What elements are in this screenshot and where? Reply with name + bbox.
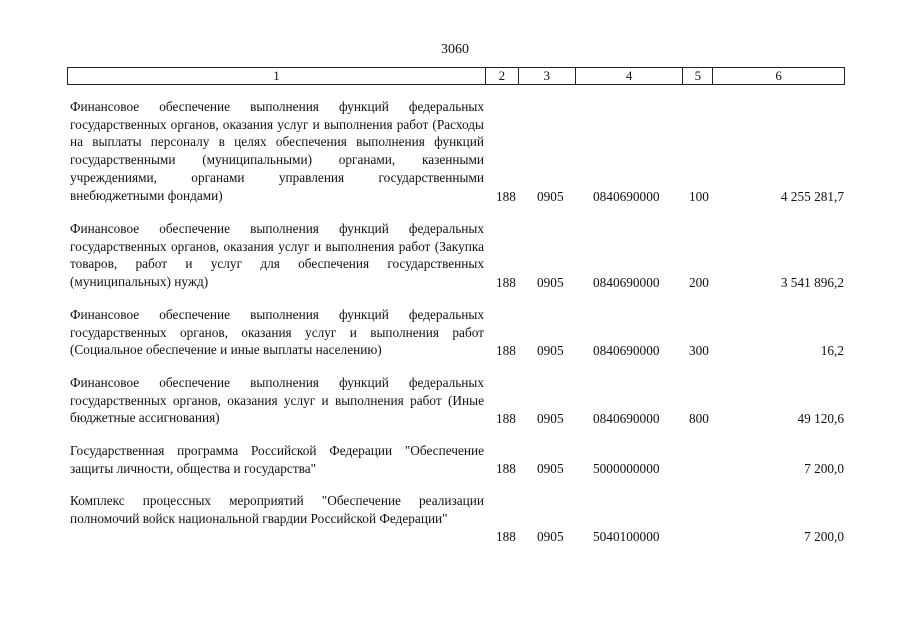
row-sum: 49 120,6	[797, 411, 844, 427]
row-description: Финансовое обеспечение выполнения функций федеральных государственных органов, оказания услуг и выполнения работ (Закупка товаров, работ и услуг для обеспечения государственных (муниципальных) нужд)	[70, 221, 484, 290]
row-gr-code: 188	[496, 461, 516, 477]
header-col-1: 1	[68, 68, 486, 84]
row-cs-code: 0840690000	[593, 411, 660, 427]
table-row	[67, 98, 845, 206]
row-rz-code: 0905	[537, 411, 564, 427]
row-vr-code: 100	[689, 189, 709, 205]
table-header	[67, 67, 845, 85]
table-row	[67, 220, 845, 292]
row-gr-code: 188	[496, 411, 516, 427]
row-gr-code: 188	[496, 275, 516, 291]
row-rz-code: 0905	[537, 529, 564, 545]
row-cs-code: 0840690000	[593, 343, 660, 359]
row-gr-code: 188	[496, 529, 516, 545]
row-description: Комплекс процессных мероприятий "Обеспечение реализации полномочий войск национальной гвардии Российской Федерации"	[70, 493, 484, 526]
row-rz-code: 0905	[537, 343, 564, 359]
row-description: Финансовое обеспечение выполнения функций федеральных государственных органов, оказания услуг и выполнения работ (Иные бюджетные ассигнования)	[70, 375, 484, 426]
row-rz-code: 0905	[537, 461, 564, 477]
row-rz-code: 0905	[537, 275, 564, 291]
row-vr-code: 300	[689, 343, 709, 359]
table-row	[67, 492, 845, 546]
row-cs-code: 5040100000	[593, 529, 660, 545]
row-sum: 7 200,0	[804, 529, 844, 545]
header-col-2: 2	[486, 68, 519, 84]
header-col-4: 4	[576, 68, 684, 84]
row-sum: 3 541 896,2	[780, 275, 844, 291]
row-cs-code: 5000000000	[593, 461, 660, 477]
row-vr-code: 800	[689, 411, 709, 427]
table-row	[67, 374, 845, 428]
header-col-5: 5	[683, 68, 713, 84]
row-sum: 4 255 281,7	[780, 189, 844, 205]
row-gr-code: 188	[496, 189, 516, 205]
row-cs-code: 0840690000	[593, 189, 660, 205]
row-sum: 16,2	[820, 343, 844, 359]
row-description: Финансовое обеспечение выполнения функций федеральных государственных органов, оказания услуг и выполнения работ (Расходы на выплаты персоналу в целях обеспечения выполнения функций государственными (муниципальными) органами, казенными учреждениями, органами управления государственными внебюджетными фондами)	[70, 99, 484, 203]
header-col-6: 6	[775, 68, 782, 83]
header-col-3: 3	[519, 68, 576, 84]
row-description: Государственная программа Российской Федерации "Обеспечение защиты личности, общества и государства"	[70, 443, 484, 476]
row-rz-code: 0905	[537, 189, 564, 205]
row-description: Финансовое обеспечение выполнения функций федеральных государственных органов, оказания услуг и выполнения работ (Социальное обеспечение и иные выплаты населению)	[70, 307, 484, 358]
row-gr-code: 188	[496, 343, 516, 359]
row-sum: 7 200,0	[804, 461, 844, 477]
row-vr-code: 200	[689, 275, 709, 291]
table-row	[67, 442, 845, 478]
table-row	[67, 306, 845, 360]
page-number: 3060	[441, 42, 469, 57]
row-cs-code: 0840690000	[593, 275, 660, 291]
